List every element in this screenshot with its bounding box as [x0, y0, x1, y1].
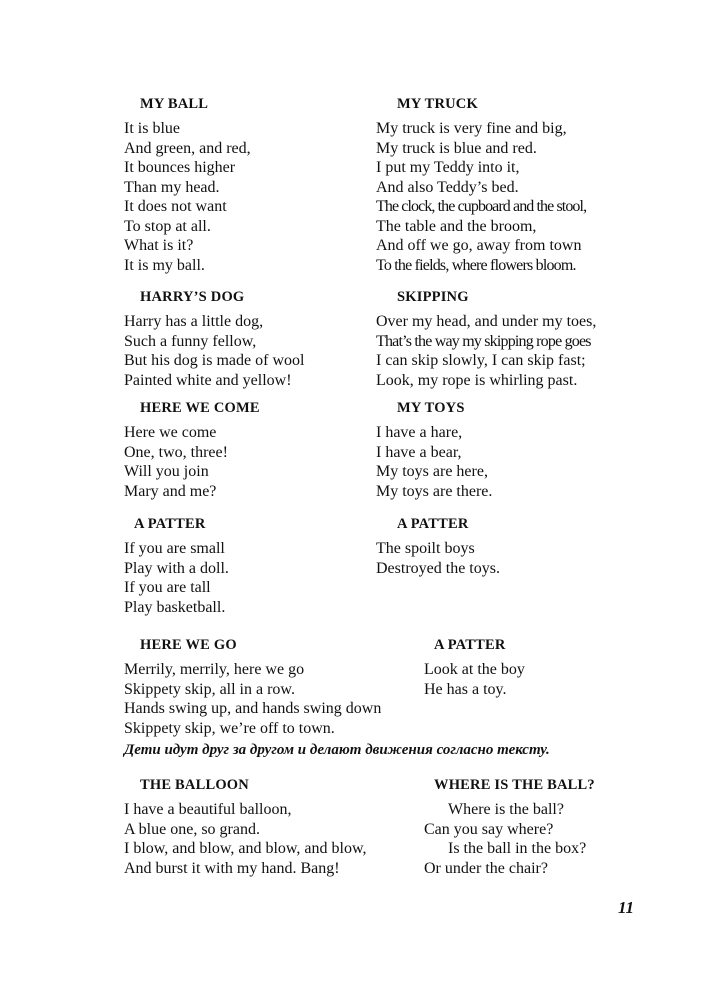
poem-line: And off we go, away from town [376, 237, 582, 254]
poem-patter-spoilt [376, 515, 500, 578]
poem-line: Over my head, and under my toes, [376, 313, 597, 330]
poem-title: THE BALLOON [140, 777, 249, 793]
poem-here-we-come [124, 399, 260, 501]
poem-line: It is blue [124, 120, 180, 137]
poem-line: I have a hare, [376, 424, 463, 441]
poem-line: What is it? [124, 237, 194, 254]
poem-line: It is my ball. [124, 256, 205, 274]
poem-line: Skippety skip, we’re off to town. [124, 719, 335, 737]
poem-line: If you are tall [124, 579, 211, 596]
poem-line: The spoilt boys [376, 540, 475, 557]
poem-where-is-the-ball [424, 776, 595, 878]
poem-line: My truck is very fine and big, [376, 120, 567, 137]
poem-line: Will you join [124, 463, 209, 480]
poem-line: Destroyed the toys. [376, 559, 500, 577]
poem-line: And green, and red, [124, 139, 251, 157]
page-number: 11 [618, 898, 635, 917]
poem-line: The clock, the cupboard and the stool, [376, 198, 587, 215]
poem-line: Here we come [124, 424, 217, 441]
poem-line: I have a bear, [376, 443, 462, 461]
poem-line: Than my head. [124, 178, 220, 196]
poem-title: A PATTER [397, 516, 469, 532]
poem-line: My toys are there. [376, 482, 493, 500]
poem-line: It bounces higher [124, 159, 236, 176]
poem-line: My toys are here, [376, 463, 488, 480]
poem-line: Look, my rope is whirling past. [376, 371, 578, 389]
poem-line: I put my Teddy into it, [376, 159, 520, 176]
poem-line: Is the ball in the box? [448, 840, 587, 857]
poem-line: Can you say where? [424, 820, 554, 838]
poem-title: MY TOYS [397, 400, 465, 416]
poem-line: If you are small [124, 540, 225, 557]
poem-line: I blow, and blow, and blow, and blow, [124, 840, 367, 857]
poem-title: HERE WE COME [140, 400, 260, 416]
poem-line: Painted white and yellow! [124, 371, 292, 389]
poem-harrys-dog [124, 288, 304, 390]
poem-here-we-go [124, 636, 381, 738]
poem-title: MY BALL [140, 96, 209, 112]
poem-line: The table and the broom, [376, 217, 537, 235]
poem-title: MY TRUCK [397, 96, 478, 112]
poem-line: He has a toy. [424, 680, 507, 698]
poem-title: WHERE IS THE BALL? [434, 777, 595, 793]
poem-line: Harry has a little dog, [124, 313, 264, 330]
poem-title: A PATTER [134, 516, 206, 532]
poem-patter-small [124, 515, 229, 617]
poem-my-toys [376, 399, 492, 501]
poem-line: Look at the boy [424, 661, 525, 678]
instruction-note: Дети идут друг за другом и делают движения согласно тексту. [124, 742, 550, 758]
poem-skipping [376, 288, 596, 390]
poem-title: HARRY’S DOG [140, 289, 245, 305]
poem-title: SKIPPING [397, 289, 469, 305]
poem-line: But his dog is made of wool [124, 352, 305, 369]
poem-line: To stop at all. [124, 217, 211, 235]
poem-line: That’s the way my skipping rope goes [376, 332, 591, 350]
poem-line: My truck is blue and red. [376, 139, 537, 157]
poem-line: Play basketball. [124, 598, 226, 616]
poem-title: A PATTER [434, 637, 506, 653]
poem-line: To the fields, where flowers bloom. [376, 256, 576, 274]
poem-line: Skippety skip, all in a row. [124, 680, 295, 698]
poem-line: I can skip slowly, I can skip fast; [376, 352, 586, 369]
poem-line: I have a beautiful balloon, [124, 801, 292, 818]
poem-line: Mary and me? [124, 482, 217, 500]
poem-my-truck [376, 95, 586, 275]
poem-line: Or under the chair? [424, 859, 548, 877]
poem-line: One, two, three! [124, 443, 228, 461]
poem-title: HERE WE GO [140, 637, 237, 653]
poem-patter-boy [424, 636, 525, 699]
poem-line: Hands swing up, and hands swing down [124, 700, 382, 717]
poem-line: It does not want [124, 198, 227, 215]
poem-line: Where is the ball? [448, 801, 564, 818]
poem-the-balloon [124, 776, 366, 878]
poem-my-ball [124, 95, 251, 275]
poem-line: And also Teddy’s bed. [376, 178, 519, 196]
poem-line: A blue one, so grand. [124, 820, 260, 838]
poem-line: Play with a doll. [124, 559, 229, 577]
poem-line: And burst it with my hand. Bang! [124, 859, 340, 877]
poem-line: Such a funny fellow, [124, 332, 257, 350]
poem-line: Merrily, merrily, here we go [124, 661, 305, 678]
